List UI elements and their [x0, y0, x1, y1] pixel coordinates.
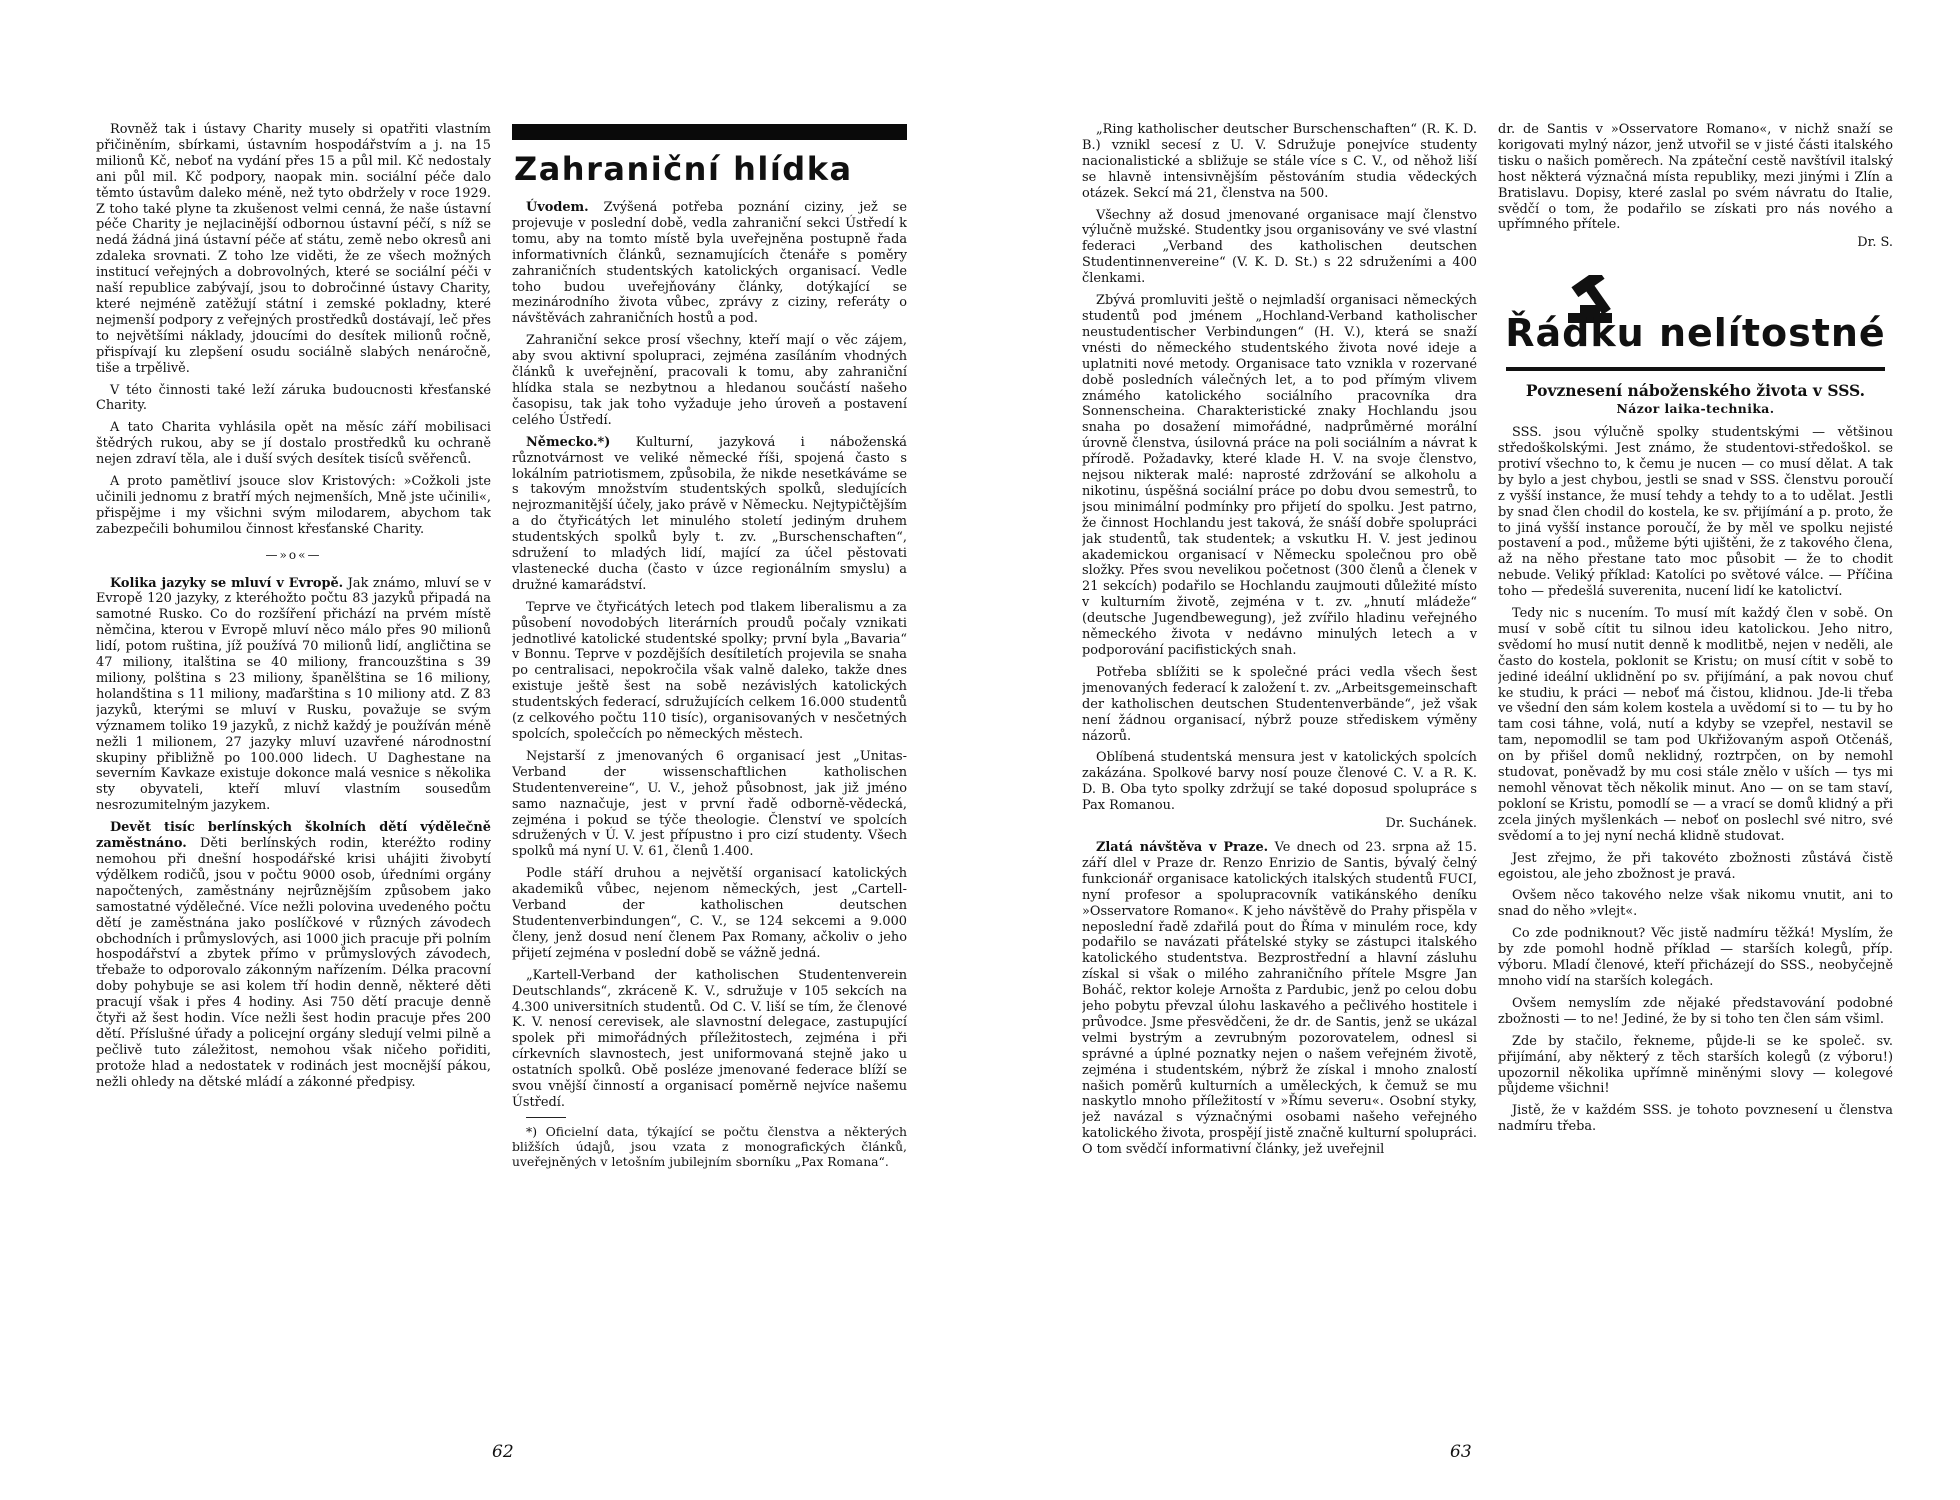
right-page [980, 0, 1960, 1500]
body-paragraph: Podle stáří druhou a největší organisací katolických akademiků vůbec, nejenom německých, jest „Cartell-Verband der katholischen deutschen Studentenverbindungen“, C. V., se 124 sekcemi a 9.000 členy, jenž dosud není členem Pax Romany, ačkoliv o jeho přijetí zejména v poslední době se vážně jedná. [512, 866, 907, 961]
body-paragraph: Co zde podniknout? Věc jistě nadmíru těžká! Myslím, že by zde pomohl hodně příklad — starších kolegů, příp. výboru. Mladí členové, kteří přicházejí do SSS., neobyčejně mnoho vidí na starších kolegách. [1498, 926, 1893, 989]
berlin-text: Děti berlínských rodin, kteréžto rodiny nemohou při dnešní hospodářské krisi uhájiti živobytí výdělkem rodičů, jsou v počtu 9000 osob, úředními orgány napočtených, zaměstnány nejrůznějším způsobem jako samostatné výdělečné. Více nežli polovina uvedeného počtu dětí je zaměstnána jako poslíčkové v různých závodech obchodních i průmyslových, asi 1000 jich pracuje při polním hospodářství a zbytek přímo v průmyslových závodech, třebaže to odporovalo zákonným nařízením. Délka pracovní doby pohybuje se asi kolem tří hodin denně, některé děti pracují však i přes 4 hodiny. Asi 750 dětí pracuje denně čtyři až šest hodin. Více nežli šest hodin pracuje přes 200 dětí. Příslušné úřady a policejní orgány sledují velmi pilně a pečlivě tuto záležitost, nemohou však ničeho pořiditi, protože hlad a nedostatek v rodinách jest mocnější pákou, nežli ohledy na dětské mládí a zákonné předpisy. [96, 836, 491, 1090]
page-number-right: 63 [1450, 1442, 1472, 1462]
charity-paragraph: A proto pamětliví jsouce slov Kristových: »Cožkoli jste učinili jednomu z bratří mých nejmenších, Mně jste učinili«, přispějme i my všichni svým milodarem, abychom tak zabezpečili bohumilou činnost křesťanské Charity. [96, 474, 491, 537]
left-column-2 [512, 122, 907, 1427]
nemecko-paragraph [512, 435, 907, 594]
nemecko-heading: Německo.*) [526, 434, 611, 450]
body-paragraph: Teprve ve čtyřicátých letech pod tlakem liberalismu a za působení novodobých literárních proudů počaly vznikati jednotlivé katolické studentské spolky; první byla „Bavaria“ v Bonnu. Teprve v pozdějších desítiletích projevila se snaha po centralisaci, nepokročila však valně daleko, takže dnes existuje ještě šest na sobě nezávislých katolických studentských federací, sdružujících celkem 16.000 studentů (z celkového počtu 110 tisíc), organisovaných v nesčetných spolcích, společcích po německých městech. [512, 599, 907, 742]
sekce-paragraph: Zahraniční sekce prosí všechny, kteří mají o věc zájem, aby svou aktivní spolupraci, zejména zasíláním vhodných článků k uveřejnění, pracovali k tomu, aby zahraniční hlídka stala se nezbytnou a hledanou součástí našeho časopisu, tak jak toho vyžaduje jeho úroveň a postavení celého Ústředí. [512, 333, 907, 428]
continuation-paragraph: dr. de Santis v »Osservatore Romano«, v nichž snaží se korigovati mylný názor, jenž utvořil se v jisté části italského tisku o našich poměrech. Na zpáteční cestě navštívil italský host některá význačná místa republiky, mezi jinými i Zlín a Bratislavu. Dopisy, které zaslal po svém návratu do Italie, svědčí o tom, že podařilo se získati pro nás nového a upřímného přítele. [1498, 122, 1893, 233]
body-paragraph: Ovšem něco takového nelze však nikomu vnutit, ani to snad do něho »vlejt«. [1498, 888, 1893, 920]
body-paragraph: Jistě, že v každém SSS. je tohoto povznesení u členstva nadmíru třeba. [1498, 1103, 1893, 1135]
nemecko-text: Kulturní, jazyková i náboženská různotvárnost ve veliké německé říši, spojená často s lokálním patriotismem, způsobila, že nikde nesetkáváme se s takovým množstvím studentských spolků, sledujících nejrozmanitější účely, jako právě v Německu. Nejtypičtějším a do čtyřicátých let minulého století jediným druhem studentských spolků byly t. zv. „Burschenschaften“, sdružení to mladých lidí, mající za účel pěstovati vlastenecké ducha (často v úzce regionálním smyslu) a družné kamarádství. [512, 434, 907, 593]
zlata-article [1082, 840, 1477, 1158]
charity-paragraph: V této činnosti také leží záruka budoucnosti křesťanské Charity. [96, 382, 491, 414]
body-paragraph: Potřeba sblížiti se k společné práci vedla všech šest jmenovaných federací k založení t. zv. „Arbeitsgemeinschaft der katholischen deutschen Studentenverbände“, jež však není žádnou organisací, nýbrž pouze střediskem výměny názorů. [1082, 664, 1477, 744]
article-subtitle: Názor laika-technika. [1616, 401, 1775, 417]
feature-title: Řádku nelítostné [1505, 311, 1886, 356]
berlin-article [96, 820, 491, 1090]
body-paragraph: Zde by stačilo, řekneme, půjde-li se ke společ. sv. přijímání, aby některý z těch starších kolegů (z výboru!) upozornil několika upřímně miněnými slovy — kolegové půjdeme všichni! [1498, 1033, 1893, 1097]
languages-text: Jak známo, mluví se v Evropě 120 jazyky, z kteréhožto počtu 83 jazyků připadá na samotné Rusko. Co do rozšíření přichází na prvém místě němčina, kterou v Evropě mluví něco málo přes 90 milionů lidí, potom ruština, jíž používá 70 milionů lidí, angličtina se 47 miliony, italština se 40 miliony, francouzština s 39 miliony, polština s 23 miliony, španělština se 16 miliony, holandština s 11 miliony, maďarština s 10 miliony atd. Z 83 jazyků, kterými se mluví v Rusku, považuje se svým významem toliko 19 jazyků, z nichž každý je používán méně nežli 1 milionem, 27 jazyky mluví uzavřené národnostní skupiny přibližně po 100.000 lidech. U Daghestane na severním Kavkaze existuje dokonce malá vesnice s několika sty obyvateli, kteří mluví vlastním sousedům nesrozumitelným jazykem. [96, 575, 491, 814]
author-signature: Dr. Suchánek. [1385, 816, 1477, 832]
footnote-rule [526, 1117, 566, 1118]
intro-paragraph [512, 200, 907, 327]
feature-title-underline [1506, 367, 1885, 371]
article-title: Povznesení náboženského života v SSS. [1525, 381, 1866, 401]
body-paragraph: Nejstarší z jmenovaných 6 organisací jest „Unitas-Verband der wissenschaftlichen katholischen Studentenvereine“, U. V., jehož působnost, jak již jméno samo naznačuje, jest v první řadě odborně-vědecká, zejména i pokud se týče theologie. Členství ve spolcích sdružených v Ú. V. jest přípustno i pro cizí studenty. Všech spolků má nyní U. V. 61, členů 1.400. [512, 748, 907, 860]
intro-heading: Úvodem. [526, 200, 589, 215]
zlata-text: Ve dnech od 23. srpna až 15. září dlel v Praze dr. Renzo Enrizio de Santis, bývalý čelný funkcionář organisace katolických italských studentů FUCI, nyní profesor a spolupracovník vatikánského deníku »Osservatore Romano«. K jeho návštěvě do Prahy přispěla v neposlední řadě zdařilá pout do Říma v minulém roce, kdy podařilo se navázati přátelské styky se zástupci italského katolického studentstva. Bezprostřední a hlavní zásluhu získal si však o milého zahraničního přítele Msgre Jan Boháč, rektor koleje Arnošta z Pardubic, jenž po celou dobu jeho pobytu převzal úlohu laskavého a pečlivého hostitele i průvodce. Jsme přesvědčeni, že dr. de Santis, jenž se ukázal velmi bystrým a zevrubným pozorovatelem, odnesl si správné a úplné poznatky nejen o našem veřejném životě, zejména i studentském, nýbrž že získal i mnoho znalostí našich poměrů kulturních a uměleckých, k čemuž se mu naskytlo mnoho příležitostí v »Římu severu«. Osobní styky, jež navázal s význačnými osobami našeho veřejného katolického života, prospějí jistě značně kulturní spolupráci. O tom svědčí informativní články, jež uveřejnil [1082, 839, 1477, 1158]
body-paragraph: Zbývá promluviti ještě o nejmladší organisaci německých studentů pod jménem „Hochland-Verband katholischer neustudentischer Verbindungen“ (H. V.), která se snaží vnésti do německého studentského života nové ideje a uplatniti nové metody. Organisace tato vznikla v rozervané době posledních válečných let, a to pod přímým vlivem známého katolického sociálního pracovníka dra Sonnenscheina. Charakteristické znaky Hochlandu jsou snaha po dosažení mimořádné, nadprůměrné morální úrovně členstva, úsilovná práce na poli sociálním a návrat k přírodě. Požadavky, které klade H. V. na svoje členstvo, nejsou nikterak malé: naprosté zdržování se alkoholu a nikotinu, úspěšná sociální práce po dobu dvou semestrů, to jsou minimální podmínky pro přijetí do spolku. Jest patrno, že činnost Hochlandu jest taková, že snáší dobře spolupráci jak studentů, tak studentek; a vskutku H. V. jest jedinou akademickou organisací v Německu společnou pro obě složky. Přes svou nevelikou početnost (300 členů a členek v 21 sekcích) podařilo se Hochlandu zaujmouti důležité místo v kulturním životě, zejména v t. zv. „hnutí mládeže“ (deutsche Jugendbewegung), jež zvířilo hladinu veřejného německého života v nedávno minulých letech a v podporování pacifistických snah. [1082, 293, 1477, 658]
section-ornament: —»o«— [265, 547, 322, 562]
charity-paragraph: Rovněž tak i ústavy Charity musely si opatřiti vlastním přičiněním, sbírkami, ústavním hospodářstvím a j. na 15 milionů Kč, neboť na vydání přes 15 a půl mil. Kč nedostaly ani půl mil. Kč podpory, naopak min. sociální péče dalo těmto ústavům daleko méně, než tyto obdržely v roce 1929. Z toho také plyne ta zkušenost velmi cenná, že naše ústavní péče Charity je nejlacinější odbornou ústavní péčí, s níž se nedá žádná jiná ústavní péče ať státu, země nebo okresů ani zdaleka srovnati. Z toho lze viděti, že ze všech možných institucí veřejných a dobrovolných, které se sociální péči v naší republice zabývají, jsou to dobročinné ústavy Charity, které nejméně zatěžují státní i zemské pokladny, které nejmenší podpory z veřejných prostředků dostávají, leč přes to největšími náklady, jdoucími do desítek milionů ročně, přispívají ku zlepšení osudu sociálně slabých nenáročně, tiše a trpělivě. [96, 122, 491, 376]
feature-title-block [1498, 275, 1893, 361]
right-column-1 [1082, 122, 1477, 1427]
body-paragraph: Všechny až dosud jmenované organisace mají členstvo výlučně mužské. Studentky jsou organisovány ve své vlastní federaci „Verband des katholischen deutschen Studentinnenvereine“ (V. K. D. St.) s 22 sdruženími a 400 členkami. [1082, 207, 1477, 287]
body-paragraph: Tedy nic s nucením. To musí mít každý člen v sobě. On musí v sobě cítit tu silnou ideu katolickou. Jeho nitro, svědomí ho musí nutit denně k modlitbě, nejen v neděli, ale často do kostela, poklonit se Kristu; on musí cítit v sobě to jediné ideální uklidnění po sv. přijímání, a pak novou chuť ke studiu, k práci — neboť má čistou, klidnou. Jde-li třeba ve všední den sám kolem kostela a uvědomí si to — tu by ho tam cosi táhne, volá, nutí a kdyby se vzepřel, nestavil se tam, nepomodlil se tam pod Ukřižovaným aspoň Otčenáš, on by přišel domů neklidný, roztrpčen, on by nemohl studovat, poněvadž by mu cosi stále znělo v uších — tys mi nemohl věnovat těch několik minut. Ano — on se tam staví, pokloní se Kristu, pomodlí se — a vrací se domů klidný a při zcela jiných myšlenkách — neboť on poslechl své nitro, své svědomí a to jej nyní nechá klidně studovat. [1498, 606, 1893, 844]
right-column-2 [1498, 122, 1893, 1427]
body-paragraph: „Kartell-Verband der katholischen Studentenverein Deutschlands“, zkráceně K. V., sdružuje v 105 sekcích na 4.300 universitních studentů. Od C. V. liší se tím, že členové K. V. nenosí cerevisek, ale slavnostní delegace, zastupující spolek při mimořádných příležitostech, zejména i při církevních slavnostech, jest uniformovaná stejně jako u ostatních spolků. Obě posléze jmenované federace blíží se svou vnější činností a organisací poměrně nejvíce našemu Ústředí. [512, 967, 907, 1110]
body-paragraph: „Ring katholischer deutscher Burschenschaften“ (R. K. D. B.) vznikl secesí z U. V. Sdružuje ponejvíce studenty nacionalistické a sbližuje se stále více s C. V., od něhož liší se hlavně intensivnějším pěstováním studia vědeckých otázek. Sekcí má 21, členstva na 500. [1082, 122, 1477, 201]
body-paragraph: Oblíbená studentská mensura jest v katolických spolcích zakázána. Spolkové barvy nosí pouze členové C. V. a R. K. D. B. Oba tyto spolky zdržují se také doposud spolupráce s Pax Romanou. [1082, 750, 1477, 814]
berlin-heading: Devět tisíc berlínských školních dětí výdělečně zaměstnáno. [96, 820, 491, 852]
body-paragraph: SSS. jsou výlučně spolky studentskými — většinou středoškolskými. Jest známo, že studentovi-středoškol. se protiví všechno to, k čemu je nucen — co musí dělat. A tak by bylo a jest chybou, jestli se snad v SSS. členstvu poroučí z vyšší instance, že musí tehdy a tehdy to a to udělat. Jestli by snad člen chodil do kostela, ke sv. přijímání a p. proto, že to jiná vyšší instance poroučí, že by měl ve spolku nejisté postavení a pod., můžeme býti ujištěni, že z takového člena, až na něho přestane tato moc působit — že to chodit nebude. Veliký příklad: Katolíci po světové válce. — Příčina toho — předešlá suverenita, nucení lidí ke katolictví. [1498, 425, 1893, 600]
zlata-heading: Zlatá návštěva v Praze. [1096, 839, 1269, 855]
body-paragraph: Ovšem nemyslím zde nějaké představování podobné zbožnosti — to ne! Jediné, že by si toho ten člen sám všiml. [1498, 995, 1893, 1027]
left-column-1 [96, 122, 491, 1427]
section-title-bar [512, 124, 907, 140]
page-number-left: 62 [492, 1442, 514, 1462]
languages-heading: Kolika jazyky se mluví v Evropě. [110, 575, 344, 591]
languages-article [96, 576, 491, 815]
charity-paragraph: A tato Charita vyhlásila opět na měsíc září mobilisaci štědrých rukou, aby se jí dostalo prostředků ku ochraně nejen zdraví těla, ale i duší svých desítek tisíců svěřenců. [96, 420, 491, 468]
intro-text: Zvýšená potřeba poznání ciziny, jež se projevuje v poslední době, vedla zahraniční sekci Ústředí k tomu, aby na tomto místě byla uveřejněna postupně řada informativních článků, seznamujících čtenáře s poměry zahraničních studentských katolických organisací. Vedle toho budou uveřejňovány články, dotýkající se mezinárodního života vůbec, zprávy z ciziny, referáty o návštěvách zahraničních hostů a pod. [512, 200, 907, 327]
footnote: *) Oficielní data, týkající se počtu členstva a některých bližších údajů, jsou vzata z monografických článků, uveřejněných v letošním jubilejním sborníku „Pax Romana“. [512, 1123, 907, 1170]
body-paragraph: Jest zřejmo, že při takovéto zbožnosti zůstává čistě egoistou, ale jeho zbožnost je pravá. [1498, 850, 1893, 882]
continuation-signature: Dr. S. [1857, 235, 1893, 251]
section-title: Zahraniční hlídka [514, 150, 853, 188]
